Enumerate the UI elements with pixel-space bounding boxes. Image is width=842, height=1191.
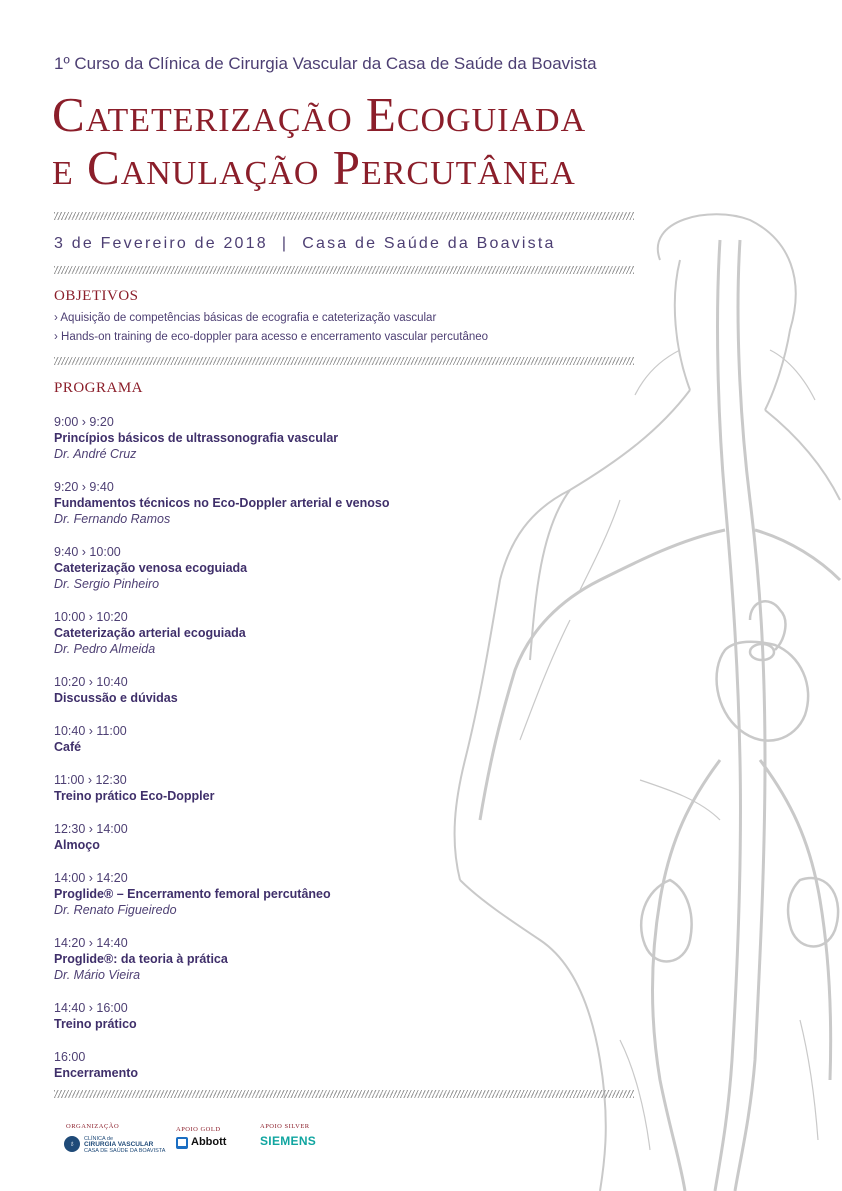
organization-logo-text xyxy=(84,1136,165,1154)
program-item xyxy=(54,1000,454,1032)
objectives-heading: OBJETIVOS xyxy=(54,288,139,304)
program-time: 9:00 › 9:20 xyxy=(54,415,114,429)
program-title: Treino prático xyxy=(54,1017,137,1031)
program-speaker: Dr. André Cruz xyxy=(54,447,137,461)
program-title: Encerramento xyxy=(54,1066,139,1080)
program-time: 11:00 › 12:30 xyxy=(54,773,127,787)
divider xyxy=(54,357,634,365)
title-line-2: e Canulação Percutânea xyxy=(52,140,576,195)
program-title: Cateterização arterial ecoguiada xyxy=(54,626,246,640)
program-title: Proglide® – Encerramento femoral percutâneo xyxy=(54,887,331,901)
organization-label: ORGANIZAÇÃO xyxy=(66,1123,120,1130)
program-speaker: Dr. Fernando Ramos xyxy=(54,512,171,526)
org-logo-main: CIRURGIA VASCULAR xyxy=(84,1141,154,1148)
program-speaker: Dr. Pedro Almeida xyxy=(54,642,156,656)
program-time: 14:20 › 14:40 xyxy=(54,936,128,950)
program-time: 9:40 › 10:00 xyxy=(54,545,121,559)
gold-label: APOIO GOLD xyxy=(176,1126,221,1133)
program-speaker: Dr. Sergio Pinheiro xyxy=(54,577,160,591)
divider xyxy=(54,1090,634,1098)
program-time: 12:30 › 14:00 xyxy=(54,822,128,836)
program-item xyxy=(54,609,454,657)
objective-item: › Hands-on training de eco-doppler para acesso e encerramento vascular percutâneo xyxy=(54,331,489,343)
abbott-wordmark: Abbott xyxy=(191,1136,227,1148)
program-item xyxy=(54,544,454,592)
program-item xyxy=(54,1049,454,1081)
program-speaker: Dr. Renato Figueiredo xyxy=(54,903,177,917)
objectives-list xyxy=(54,309,488,347)
program-item xyxy=(54,723,454,755)
clinic-emblem-icon: ♁ xyxy=(64,1136,80,1152)
program-item xyxy=(54,674,454,706)
program-time: 14:00 › 14:20 xyxy=(54,871,128,885)
program-time: 16:00 xyxy=(54,1050,86,1064)
program-time: 14:40 › 16:00 xyxy=(54,1001,128,1015)
program-title: Proglide®: da teoria à prática xyxy=(54,952,228,966)
program-item xyxy=(54,870,454,918)
course-subtitle: 1º Curso da Clínica de Cirurgia Vascular da Casa de Saúde da Boavista xyxy=(54,54,597,73)
objective-item: › Aquisição de competências básicas de ecografia e cateterização vascular xyxy=(54,312,437,324)
program-item xyxy=(54,414,454,462)
event-separator: | xyxy=(281,235,289,252)
program-item xyxy=(54,479,454,527)
footer-sponsors xyxy=(54,1120,454,1170)
org-logo-small: CLÍNICA de xyxy=(84,1136,114,1142)
program-time: 9:20 › 9:40 xyxy=(54,480,114,494)
program-title: Princípios básicos de ultrassonografia vascular xyxy=(54,431,339,445)
program-time: 10:20 › 10:40 xyxy=(54,675,128,689)
program-item xyxy=(54,935,454,983)
program-list xyxy=(54,414,454,1098)
page-title xyxy=(52,88,586,194)
silver-label: APOIO SILVER xyxy=(260,1123,310,1130)
program-item xyxy=(54,821,454,853)
event-dateline xyxy=(54,235,556,253)
program-speaker: Dr. Mário Vieira xyxy=(54,968,141,982)
event-date: 3 de Fevereiro de 2018 xyxy=(54,235,268,252)
title-line-1: Cateterização Ecoguiada xyxy=(52,87,587,142)
divider xyxy=(54,266,634,274)
program-title: Discussão e dúvidas xyxy=(54,691,178,705)
org-logo-sub: CASA DE SAÚDE DA BOAVISTA xyxy=(84,1148,166,1154)
abbott-mark-icon xyxy=(176,1137,188,1149)
program-title: Cateterização venosa ecoguiada xyxy=(54,561,248,575)
program-time: 10:40 › 11:00 xyxy=(54,724,127,738)
event-venue: Casa de Saúde da Boavista xyxy=(302,235,556,252)
divider xyxy=(54,212,634,220)
program-title: Almoço xyxy=(54,838,100,852)
program-title: Treino prático Eco-Doppler xyxy=(54,789,215,803)
program-time: 10:00 › 10:20 xyxy=(54,610,128,624)
program-item xyxy=(54,772,454,804)
program-title: Café xyxy=(54,740,82,754)
program-title: Fundamentos técnicos no Eco-Doppler arterial e venoso xyxy=(54,496,390,510)
program-heading: PROGRAMA xyxy=(54,380,144,396)
siemens-logo: SIEMENS xyxy=(260,1134,317,1148)
